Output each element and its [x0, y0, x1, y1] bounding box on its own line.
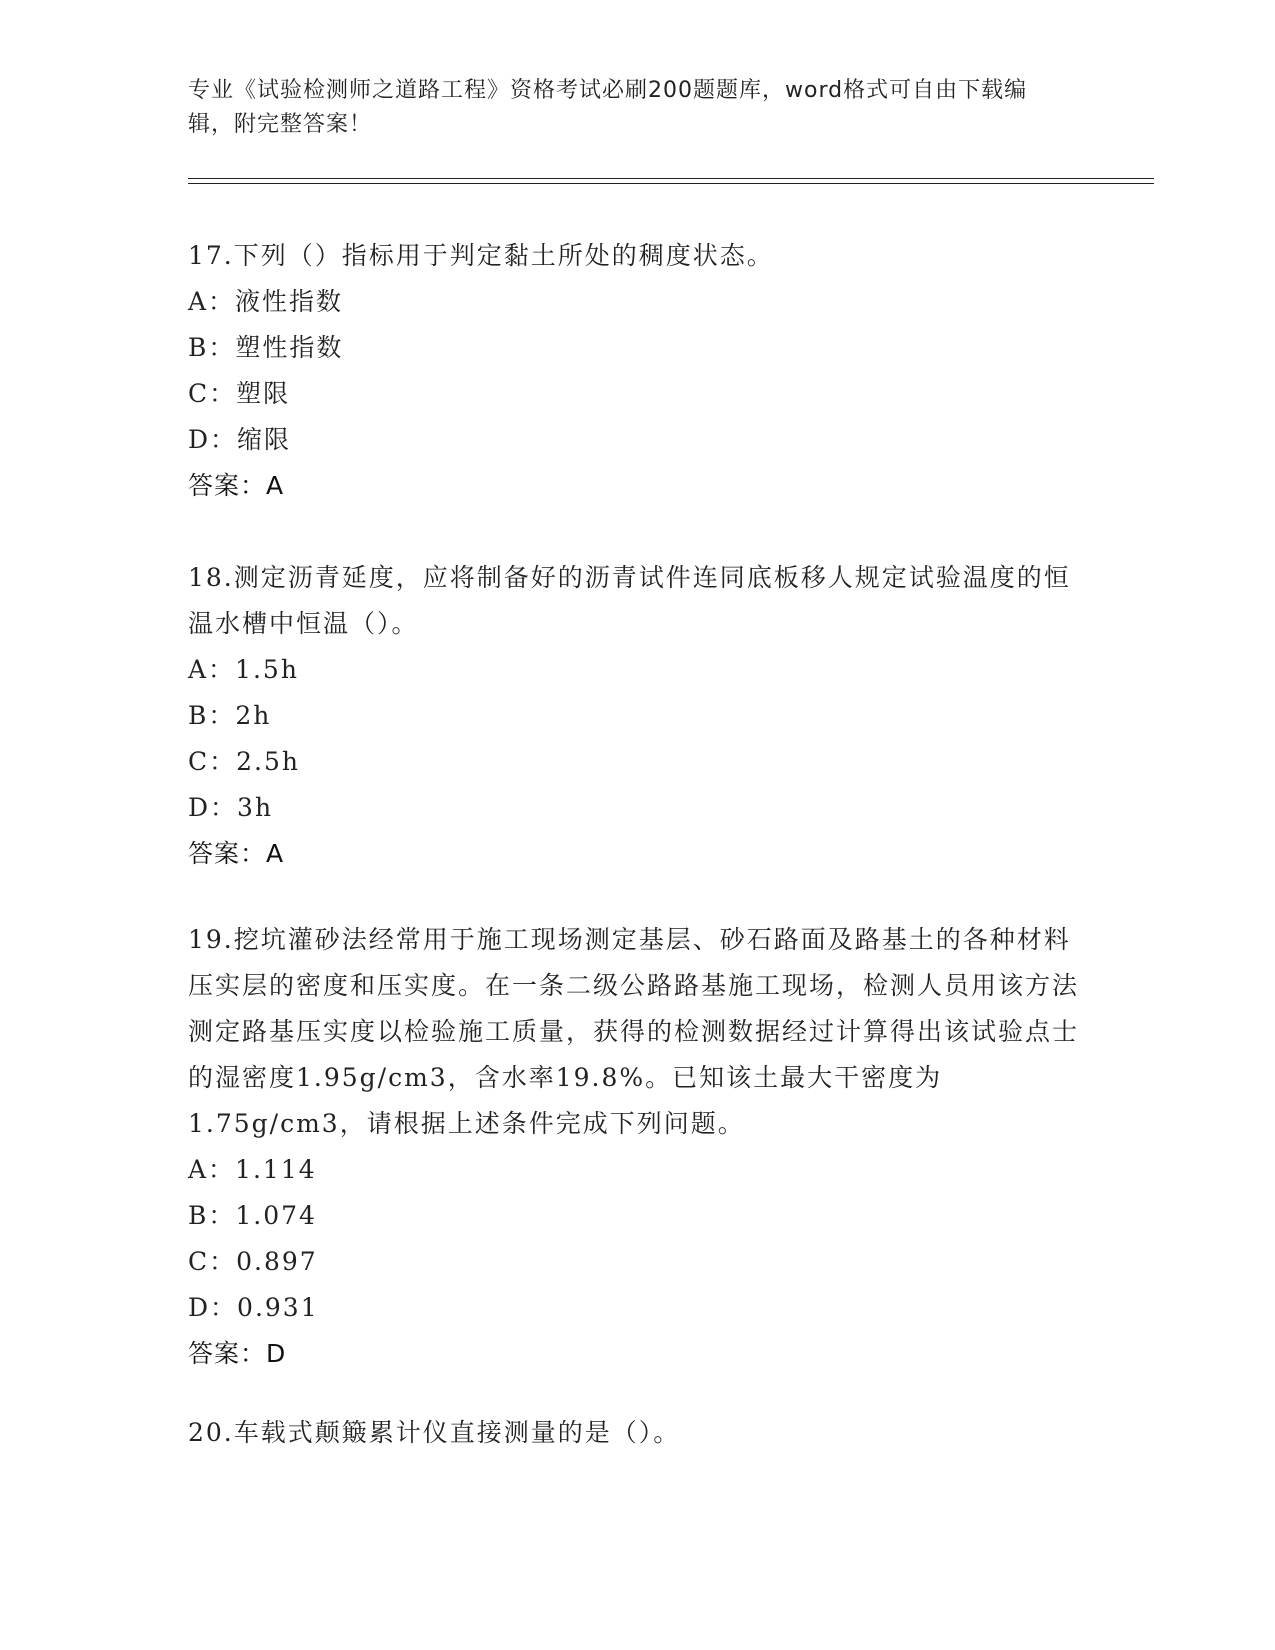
option-c: C：塑限	[188, 379, 291, 408]
document-header: 专业《试验检测师之道路工程》资格考试必刷200题题库，word格式可自由下载编辑，附完整答案！	[188, 78, 1028, 137]
option-b: B：1.074	[188, 1201, 317, 1230]
question-stem: 18.测定沥青延度，应将制备好的沥青试件连同底板移人规定试验温度的恒温水槽中恒温（）。	[188, 563, 1071, 638]
option-d: D：0.931	[188, 1293, 319, 1322]
option-b: B：塑性指数	[188, 333, 344, 362]
answer: 答案：A	[188, 839, 285, 868]
question-19	[188, 917, 1088, 1377]
header-divider-top	[188, 178, 1154, 179]
question-stem: 17.下列（）指标用于判定黏土所处的稠度状态。	[188, 241, 774, 270]
question-17	[188, 233, 1088, 509]
header-divider-bottom	[188, 183, 1154, 184]
option-c: C：2.5h	[188, 747, 300, 776]
answer: 答案：D	[188, 1339, 287, 1368]
question-stem: 19.挖坑灌砂法经常用于施工现场测定基层、砂石路面及路基土的各种材料压实层的密度和压实度。在一条二级公路路基施工现场，检测人员用该方法测定路基压实度以检验施工质量，获得的检测数据经过计算得出该试验点士的湿密度1.95g/cm3，含水率19.8%。已知该土最大干密度为1.75g/cm3，请根据上述条件完成下列问题。	[188, 925, 1080, 1138]
question-stem: 20.车载式颠簸累计仪直接测量的是（）。	[188, 1418, 681, 1447]
question-18	[188, 555, 1088, 877]
option-d: D：3h	[188, 793, 274, 822]
option-a: A：1.5h	[188, 655, 299, 684]
option-a: A：1.114	[188, 1155, 317, 1184]
option-a: A：液性指数	[188, 287, 344, 316]
answer: 答案：A	[188, 471, 285, 500]
option-c: C：0.897	[188, 1247, 318, 1276]
option-b: B：2h	[188, 701, 272, 730]
option-d: D：缩限	[188, 425, 292, 454]
question-20	[188, 1410, 1088, 1456]
